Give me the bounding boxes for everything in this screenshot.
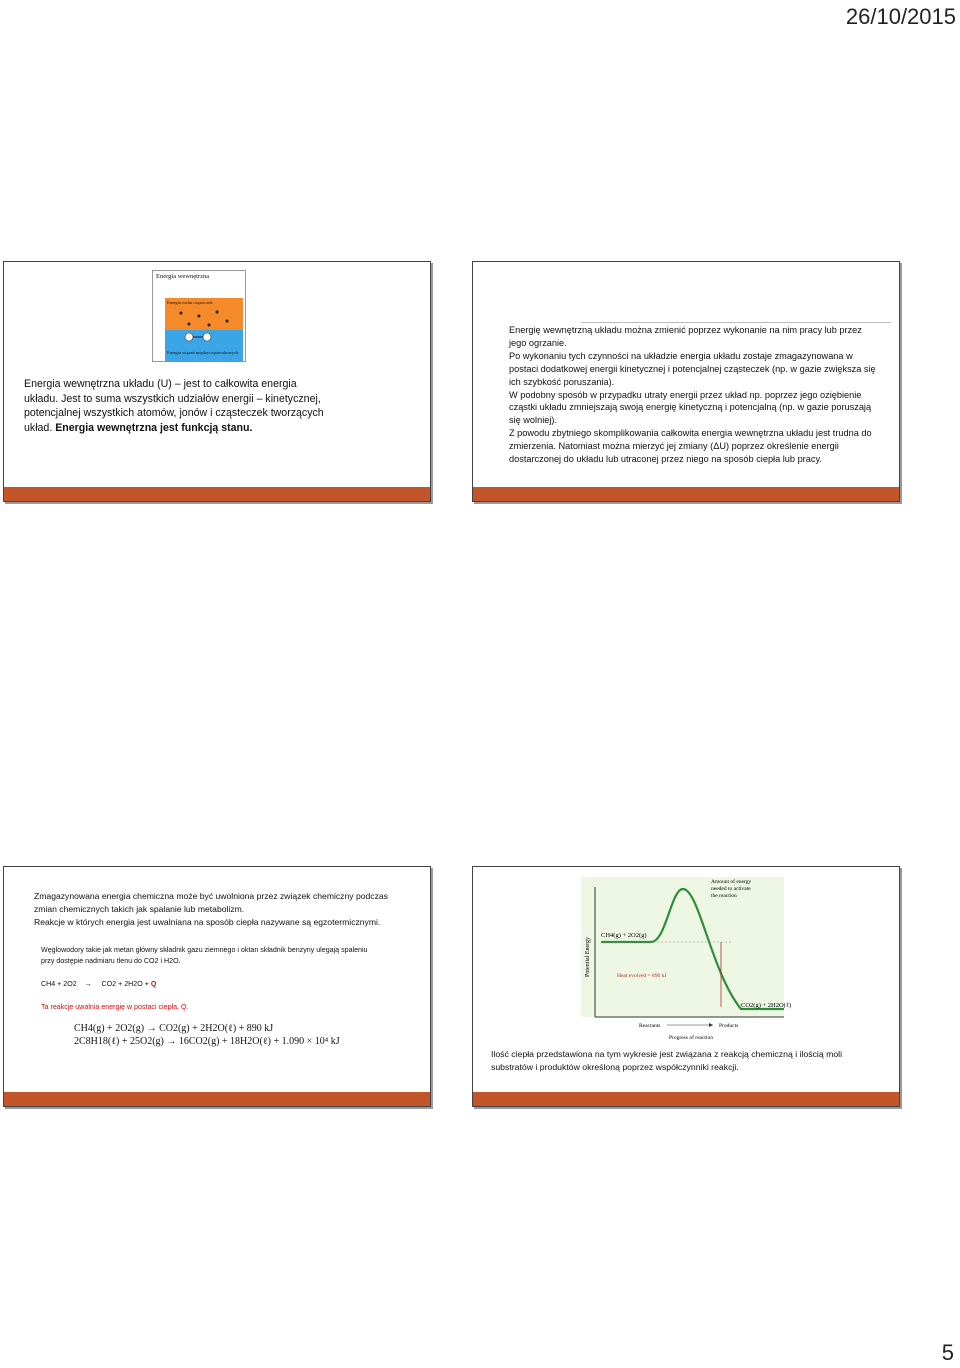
axis-products-label: Products xyxy=(719,1023,739,1029)
reaction-heat-q: Q xyxy=(150,980,157,988)
slide-energy-change xyxy=(472,261,900,502)
chemical-energy-text xyxy=(34,890,404,929)
slide-internal-energy xyxy=(3,261,431,502)
reaction-left: CH4 + 2O2 xyxy=(41,980,77,988)
slide-chemical-energy xyxy=(3,866,431,1107)
kinetic-energy-label: Energia ruchu cząsteczek xyxy=(167,300,213,305)
activation-note-1: Amount of energy xyxy=(711,879,752,885)
activation-note-3: the reaction xyxy=(711,893,737,899)
slide-energy-diagram xyxy=(472,866,900,1107)
slide-footer-bar xyxy=(4,487,430,501)
slide-footer-bar xyxy=(473,1092,899,1106)
bond-energy-label: Energia wiązań międzycząsteczkowych xyxy=(167,350,239,355)
definition-text: Energia wewnętrzna układu (U) – jest to całkowita energia układu. Jest to suma wszystkich udziałów energii – kinetycznej, potencjalnej wszystkich atomów, jonów i cząsteczek tworzących układ. xyxy=(24,378,324,434)
energy-change-text xyxy=(509,324,879,466)
divider-line xyxy=(581,322,891,323)
page-date: 26/10/2015 xyxy=(845,4,956,29)
heat-evolved-label: Heat evolved = 890 kJ xyxy=(617,973,667,979)
y-axis-label: Potential Energy xyxy=(585,936,591,977)
internal-energy-definition xyxy=(24,377,324,435)
bond-energy-box xyxy=(165,330,243,362)
kinetic-energy-box xyxy=(165,298,243,330)
products-formula: CO2(g) + 2H2O(ℓ) xyxy=(741,1002,792,1009)
heat-release-note: Ta reakcje uwalnia energię w postaci ciepła, Q. xyxy=(41,1003,189,1011)
slide-footer-bar xyxy=(473,487,899,501)
equation-methane: CH4(g) + 2O2(g) → CO2(g) + 2H2O(ℓ) + 890 kJ xyxy=(74,1023,274,1034)
internal-energy-figure xyxy=(152,270,246,362)
x-axis-label: Progress of reaction xyxy=(669,1035,713,1041)
text-line: Zmagazynowana energia chemiczna może być uwolniona przez związek chemiczny podczas zmian chemicznych takich jak spalanie lub metabolizm. xyxy=(34,891,388,914)
arrow-icon: → xyxy=(84,980,92,988)
figure-title: Energia wewnętrzna xyxy=(156,273,210,280)
paragraph: Z powodu zbytniego skomplikowania całkowita energia wewnętrzna układu jest trudna do zmierzenia. Natomiast można mierzyć jej zmiany (ΔU) poprzez określenie energii dostarczonej do układu lub utraconej przez niego na sposób ciepła lub pracy. xyxy=(509,428,872,465)
hydrocarbons-note: Węglowodory takie jak metan główny składnik gazu ziemnego i oktan składnik benzyny ulegają spaleniu przy dostępie nadmiaru tlenu do CO2 i H2O. xyxy=(41,946,368,965)
paragraph: W podobny sposób w przypadku utraty energii przez układ np. poprzez jego oziębienie cząstki układu zmniejszają swoją energię kinetyczną i potencjalną (np. w gazie poruszają się wolniej). xyxy=(509,389,872,426)
equation-octane: 2C8H18(ℓ) + 25O2(g) → 16CO2(g) + 18H2O(ℓ) + 1.090 × 10⁴ kJ xyxy=(74,1036,340,1047)
paragraph: Energię wewnętrzną układu można zmienić poprzez wykonanie na nim pracy lub przez jego ogrzanie. xyxy=(509,325,862,348)
definition-bold-text: Energia wewnętrzna jest funkcją stanu. xyxy=(55,421,253,434)
page-number: 5 xyxy=(941,1340,954,1365)
moving-particles-icon xyxy=(165,307,243,331)
reactants-formula: CH4(g) + 2O2(g) xyxy=(601,932,647,939)
bonded-particles-icon xyxy=(165,331,243,343)
diagram-explanation: Ilość ciepła przedstawiona na tym wykresie jest związana z reakcją chemiczną i ilością moli substratów i produktów określoną poprzez współczynniki reakcji. xyxy=(491,1049,843,1072)
methane-reaction xyxy=(41,980,156,988)
reaction-right: CO2 + 2H2O + xyxy=(101,980,151,988)
arrow-head-icon xyxy=(709,1023,713,1027)
axis-reactants-label: Reactants xyxy=(639,1023,661,1029)
text-line: Reakcje w których energia jest uwalniana na sposób ciepła nazywane są egzotermicznymi. xyxy=(34,917,381,927)
combustion-equations xyxy=(74,1022,340,1048)
activation-note-2: needed to activate xyxy=(711,886,751,892)
slide-footer-bar xyxy=(4,1092,430,1106)
diagram-background xyxy=(581,877,784,1017)
energy-profile-diagram xyxy=(581,877,891,1047)
paragraph: Po wykonaniu tych czynności na układzie energia układu zostaje zmagazynowana w postaci dodatkowej energii kinetycznej i potencjalnej cząsteczek (np. w gazie zwiększa się ich szybkość poruszania). xyxy=(509,350,876,387)
